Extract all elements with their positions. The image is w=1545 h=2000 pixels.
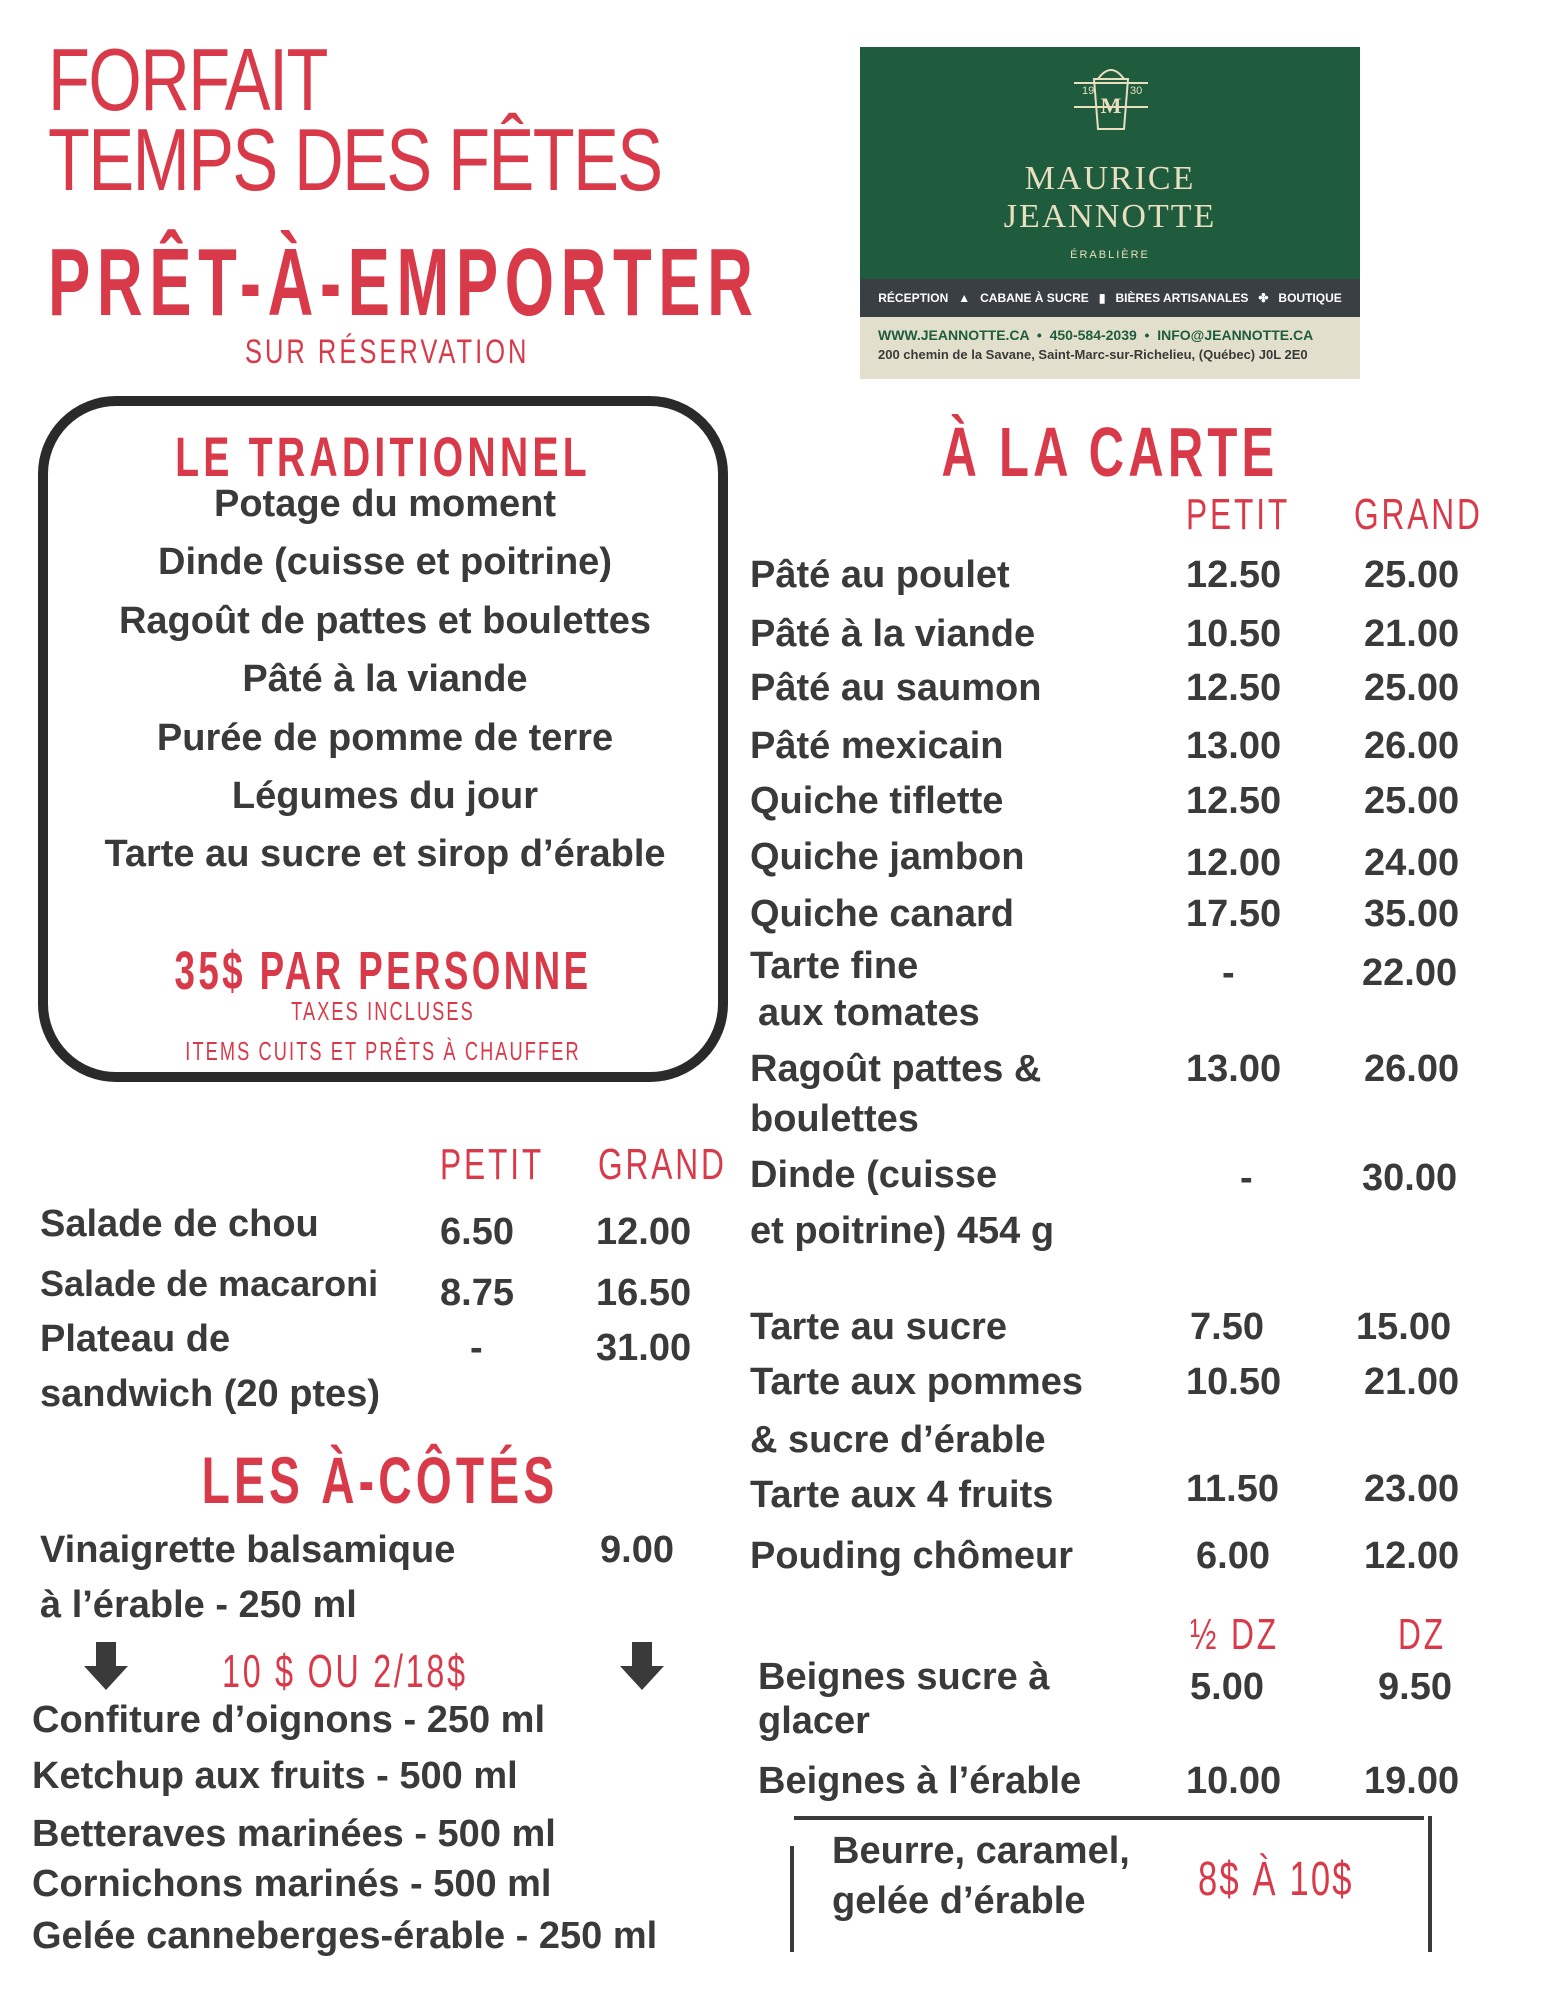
traditionnel-item: Dinde (cuisse et poitrine) xyxy=(158,541,612,583)
carte-item-name: Quiche tiflette xyxy=(750,780,1004,822)
salade-item-grand: 16.50 xyxy=(596,1272,692,1314)
carte-item-petit: 13.00 xyxy=(1186,1048,1282,1090)
traditionnel-item: Légumes du jour xyxy=(231,775,539,817)
traditionnel-item: Tarte au sucre et sirop d’érable xyxy=(104,833,666,875)
beurre-bracket-gap xyxy=(790,1816,794,1846)
salades-col-grand: GRAND xyxy=(598,1140,727,1189)
carte-item-petit: 10.50 xyxy=(1186,613,1282,655)
house-icon: ▲ xyxy=(958,291,971,305)
title-line1: FORFAIT xyxy=(48,30,327,129)
carte-item-petit: 13.00 xyxy=(1186,725,1282,767)
carte-item-name: Quiche canard xyxy=(750,893,1014,935)
title-forfait xyxy=(48,30,662,209)
cote-item: Betteraves marinées - 500 ml xyxy=(32,1813,556,1855)
logo-contact xyxy=(860,317,1360,379)
carte-item-grand: 22.00 xyxy=(1362,952,1458,994)
carte-item-name: Pâté mexicain xyxy=(750,725,1004,767)
beurre-bracket-top xyxy=(790,1816,1424,1820)
carte-title: À LA CARTE xyxy=(941,413,1279,491)
bottle-icon: ▮ xyxy=(1098,291,1106,305)
salade-item-petit: 8.75 xyxy=(440,1272,514,1314)
cote-item: Ketchup aux fruits - 500 ml xyxy=(32,1755,518,1797)
carte-item-name: Dinde (cuisse xyxy=(750,1154,998,1196)
cotes-title: LES À-CÔTÉS xyxy=(201,1443,559,1517)
carte-item-grand: 23.00 xyxy=(1364,1468,1460,1510)
carte-item-petit: 17.50 xyxy=(1186,893,1282,935)
service-boutique: BOUTIQUE xyxy=(1278,291,1342,305)
carte-item-grand: 24.00 xyxy=(1364,842,1460,884)
carte-item-petit: 12.00 xyxy=(1186,842,1282,884)
carte-item-name-cont: aux tomates xyxy=(758,992,980,1034)
carte-item-name-cont: et poitrine) 454 g xyxy=(750,1210,1055,1252)
vinaigrette-name: Vinaigrette balsamique xyxy=(40,1529,456,1571)
logo-name-last: JEANNOTTE xyxy=(1003,198,1217,235)
maple-leaf-icon: ✤ xyxy=(1258,291,1269,305)
traditionnel-item: Potage du moment xyxy=(213,483,557,525)
arrow-down-icon xyxy=(82,1642,130,1692)
logo-monogram: M xyxy=(1100,93,1122,118)
carte-item-grand: 25.00 xyxy=(1364,667,1460,709)
beigne-item-half: 5.00 xyxy=(1190,1666,1264,1708)
carte-item-petit: - xyxy=(1240,1157,1253,1199)
salade-item-petit: 6.50 xyxy=(440,1211,514,1253)
carte-item-petit: 12.50 xyxy=(1186,667,1282,709)
carte-col-dozen: DZ xyxy=(1398,1610,1446,1659)
service-reception: RÉCEPTION xyxy=(878,291,949,305)
arrow-down-icon xyxy=(618,1642,666,1692)
carte-col-petit: PETIT xyxy=(1186,490,1291,539)
carte-item-petit: 10.50 xyxy=(1186,1361,1282,1403)
title-line2: TEMPS DES FÊTES xyxy=(48,110,662,209)
salades-col-petit: PETIT xyxy=(440,1140,545,1189)
beigne-item-name: Beignes sucre à xyxy=(758,1656,1050,1698)
traditionnel-item: Purée de pomme de terre xyxy=(156,717,614,759)
salade-item-name: Salade de chou xyxy=(40,1203,319,1245)
beigne-item-name: Beignes à l’érable xyxy=(758,1760,1082,1802)
cote-item: Gelée canneberges-érable - 250 ml xyxy=(32,1915,658,1957)
carte-item-petit: 12.50 xyxy=(1186,554,1282,596)
logo-year-left: 19 xyxy=(1082,85,1095,97)
logo-subtitle: ÉRABLIÈRE xyxy=(1070,249,1150,261)
carte-item-name: Tarte fine xyxy=(750,945,919,987)
title-pret-a-emporter: PRÊT-À-EMPORTER xyxy=(48,229,760,336)
carte-item-grand: 21.00 xyxy=(1364,613,1460,655)
cote-item: Cornichons marinés - 500 ml xyxy=(32,1863,552,1905)
salade-item-name-cont: sandwich (20 ptes) xyxy=(40,1373,380,1415)
beurre-name: Beurre, caramel, xyxy=(832,1830,1130,1872)
beurre-name-cont: gelée d’érable xyxy=(832,1880,1086,1922)
logo-name-first: MAURICE xyxy=(1024,160,1196,197)
beigne-item-dz: 19.00 xyxy=(1364,1760,1460,1802)
vinaigrette-price: 9.00 xyxy=(600,1529,674,1571)
carte-item-name: Pouding chômeur xyxy=(750,1535,1073,1577)
vinaigrette-name-cont: à l’érable - 250 ml xyxy=(40,1584,357,1626)
carte-item-name: Ragoût pattes & xyxy=(750,1048,1042,1090)
logo-services xyxy=(860,279,1360,317)
beigne-item-dz: 9.50 xyxy=(1378,1666,1452,1708)
cotes-deal: 10 $ OU 2/18$ xyxy=(222,1645,468,1697)
traditionnel-item: Pâté à la viande xyxy=(242,658,528,700)
logo-year-right: 30 xyxy=(1130,85,1143,97)
salade-item-name: Plateau de xyxy=(40,1318,231,1360)
salade-item-petit: - xyxy=(470,1327,483,1369)
carte-item-petit: 6.00 xyxy=(1196,1535,1270,1577)
subtitle-reservation: SUR RÉSERVATION xyxy=(245,333,530,371)
carte-item-name: Quiche jambon xyxy=(750,836,1025,878)
carte-item-name: Tarte aux pommes xyxy=(750,1361,1083,1403)
carte-col-half-dozen: ½ DZ xyxy=(1190,1610,1279,1659)
carte-item-name: Pâté au poulet xyxy=(750,554,1010,596)
carte-col-grand: GRAND xyxy=(1354,490,1483,539)
traditionnel-note: ITEMS CUITS ET PRÊTS À CHAUFFER xyxy=(185,1036,581,1066)
carte-item-petit: 7.50 xyxy=(1190,1306,1264,1348)
carte-item-petit: 11.50 xyxy=(1186,1468,1279,1510)
logo-card xyxy=(860,47,1360,379)
traditionnel-item: Ragoût de pattes et boulettes xyxy=(118,600,652,642)
logo-contact-line: WWW.JEANNOTTE.CA • 450-584-2039 • INFO@JEANNOTTE.CA xyxy=(878,327,1314,343)
salade-item-grand: 12.00 xyxy=(596,1211,692,1253)
carte-item-name: Pâté à la viande xyxy=(750,613,1036,655)
service-bieres: BIÈRES ARTISANALES xyxy=(1115,291,1249,305)
carte-item-grand: 26.00 xyxy=(1364,725,1460,767)
carte-item-name: Pâté au saumon xyxy=(750,667,1042,709)
logo-address: 200 chemin de la Savane, Saint-Marc-sur-Richelieu, (Québec) J0L 2E0 xyxy=(878,347,1308,362)
beurre-price: 8$ À 10$ xyxy=(1198,1853,1354,1906)
traditionnel-price: 35$ PAR PERSONNE xyxy=(174,941,592,1001)
salade-item-grand: 31.00 xyxy=(596,1327,692,1369)
carte-item-petit: 12.50 xyxy=(1186,780,1282,822)
carte-item-name-cont: & sucre d’érable xyxy=(750,1419,1046,1461)
traditionnel-taxes: TAXES INCLUSES xyxy=(291,996,475,1026)
service-cabane: CABANE À SUCRE xyxy=(980,291,1089,305)
carte-item-name-cont: boulettes xyxy=(750,1098,919,1140)
traditionnel-title: LE TRADITIONNEL xyxy=(175,425,591,488)
carte-item-grand: 12.00 xyxy=(1364,1535,1460,1577)
carte-item-grand: 21.00 xyxy=(1364,1361,1460,1403)
carte-item-grand: 15.00 xyxy=(1356,1306,1452,1348)
carte-item-name: Tarte aux 4 fruits xyxy=(750,1474,1054,1516)
cote-item: Confiture d’oignons - 250 ml xyxy=(32,1699,546,1741)
beigne-item-name-cont: glacer xyxy=(758,1700,870,1742)
carte-item-grand: 26.00 xyxy=(1364,1048,1460,1090)
carte-item-grand: 30.00 xyxy=(1362,1157,1458,1199)
carte-item-grand: 35.00 xyxy=(1364,893,1460,935)
beigne-item-half: 10.00 xyxy=(1186,1760,1282,1802)
carte-item-grand: 25.00 xyxy=(1364,780,1460,822)
salade-item-name: Salade de macaroni xyxy=(40,1263,379,1304)
carte-item-petit: - xyxy=(1222,952,1235,994)
carte-item-name: Tarte au sucre xyxy=(750,1306,1007,1348)
carte-item-grand: 25.00 xyxy=(1364,554,1460,596)
